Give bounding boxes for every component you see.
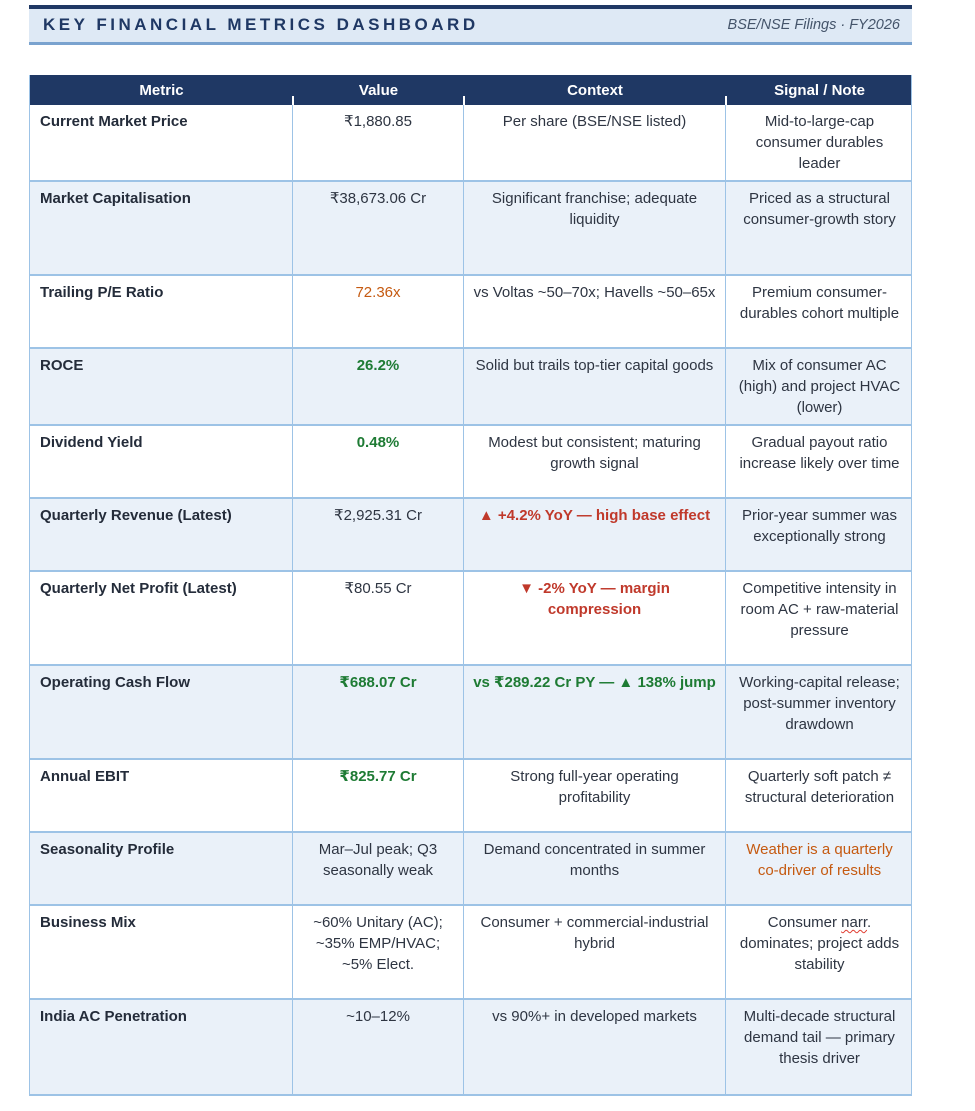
context-cell: Significant franchise; adequate liquidity <box>464 182 726 274</box>
table-row <box>30 666 911 760</box>
signal-cell: Weather is a quarterly co-driver of results <box>746 841 893 879</box>
table-header-row <box>30 75 911 105</box>
value-cell: ~60% Unitary (AC); ~35% EMP/HVAC; ~5% Elect. <box>293 906 464 998</box>
signal-cell <box>726 906 913 998</box>
value-cell: 72.36x <box>293 276 464 347</box>
value-cell: ₹80.55 Cr <box>293 572 464 664</box>
page-title: KEY FINANCIAL METRICS DASHBOARD <box>43 15 479 34</box>
context-cell: Solid but trails top-tier capital goods <box>464 349 726 424</box>
context-cell: vs ₹289.22 Cr PY — ▲ 138% jump <box>464 666 726 758</box>
metric-cell: Quarterly Net Profit (Latest) <box>30 572 293 664</box>
signal-cell: Prior-year summer was exceptionally strong <box>741 507 898 545</box>
signal-text-misspelled: narr <box>841 914 868 931</box>
context-cell: Strong full-year operating profitability <box>464 760 726 831</box>
signal-text: . dominates; project adds stability <box>739 914 900 973</box>
context-cell: Per share (BSE/NSE listed) <box>464 105 726 180</box>
value-cell: Mar–Jul peak; Q3 seasonally weak <box>293 833 464 904</box>
table-row <box>30 182 911 276</box>
signal-cell: Gradual payout ratio increase likely over time <box>739 434 900 472</box>
context-cell: ▲ +4.2% YoY — high base effect <box>464 499 726 570</box>
signal-text: Consumer <box>767 914 842 931</box>
value-cell: ₹2,925.31 Cr <box>293 499 464 570</box>
value-cell: ~10–12% <box>293 1000 464 1094</box>
value-cell: ₹1,880.85 <box>293 105 464 180</box>
metric-cell: India AC Penetration <box>30 1000 293 1094</box>
value-cell: 26.2% <box>293 349 464 424</box>
table-row <box>30 906 911 1000</box>
table-row <box>30 1000 911 1094</box>
metric-cell: Quarterly Revenue (Latest) <box>30 499 293 570</box>
table-row <box>30 105 911 182</box>
signal-cell: Mid-to-large-cap consumer durables leader <box>755 113 884 172</box>
column-header-value: Value <box>293 75 464 105</box>
table-row <box>30 426 911 499</box>
signal-cell: Quarterly soft patch ≠ structural deterioration <box>744 768 895 806</box>
context-cell: Demand concentrated in summer months <box>464 833 726 904</box>
table-row <box>30 276 911 349</box>
context-cell: Modest but consistent; maturing growth signal <box>464 426 726 497</box>
title-bar <box>29 5 912 45</box>
metric-cell: Operating Cash Flow <box>30 666 293 758</box>
value-cell: ₹38,673.06 Cr <box>293 182 464 274</box>
context-cell: ▼ -2% YoY — margin compression <box>464 572 726 664</box>
metrics-table <box>29 75 912 1096</box>
metric-cell: Trailing P/E Ratio <box>30 276 293 347</box>
metric-cell: Current Market Price <box>30 105 293 180</box>
signal-cell: Competitive intensity in room AC + raw-material pressure <box>740 580 899 639</box>
table-row <box>30 760 911 833</box>
signal-cell: Premium consumer-durables cohort multiple <box>739 284 900 322</box>
metric-cell: Dividend Yield <box>30 426 293 497</box>
table-row <box>30 572 911 666</box>
metric-cell: Seasonality Profile <box>30 833 293 904</box>
value-cell: ₹688.07 Cr <box>293 666 464 758</box>
value-cell: ₹825.77 Cr <box>293 760 464 831</box>
table-row <box>30 349 911 426</box>
context-cell: Consumer + commercial-industrial hybrid <box>464 906 726 998</box>
signal-cell: Mix of consumer AC (high) and project HVAC (lower) <box>738 357 901 416</box>
context-cell: vs 90%+ in developed markets <box>464 1000 726 1094</box>
value-cell: 0.48% <box>293 426 464 497</box>
metric-cell: Market Capitalisation <box>30 182 293 274</box>
table-body <box>30 105 911 1094</box>
signal-cell: Multi-decade structural demand tail — primary thesis driver <box>743 1008 896 1067</box>
column-header-context: Context <box>464 75 726 105</box>
metric-cell: ROCE <box>30 349 293 424</box>
column-header-signal: Signal / Note <box>726 75 913 105</box>
page-subtitle: BSE/NSE Filings · FY2026 <box>727 17 900 33</box>
table-row <box>30 833 911 906</box>
column-header-metric: Metric <box>139 82 184 99</box>
metric-cell: Annual EBIT <box>30 760 293 831</box>
signal-cell: Priced as a structural consumer-growth story <box>743 190 896 228</box>
signal-cell: Working-capital release; post-summer inventory drawdown <box>739 674 900 733</box>
metric-cell: Business Mix <box>30 906 293 998</box>
context-cell: vs Voltas ~50–70x; Havells ~50–65x <box>464 276 726 347</box>
table-row <box>30 499 911 572</box>
